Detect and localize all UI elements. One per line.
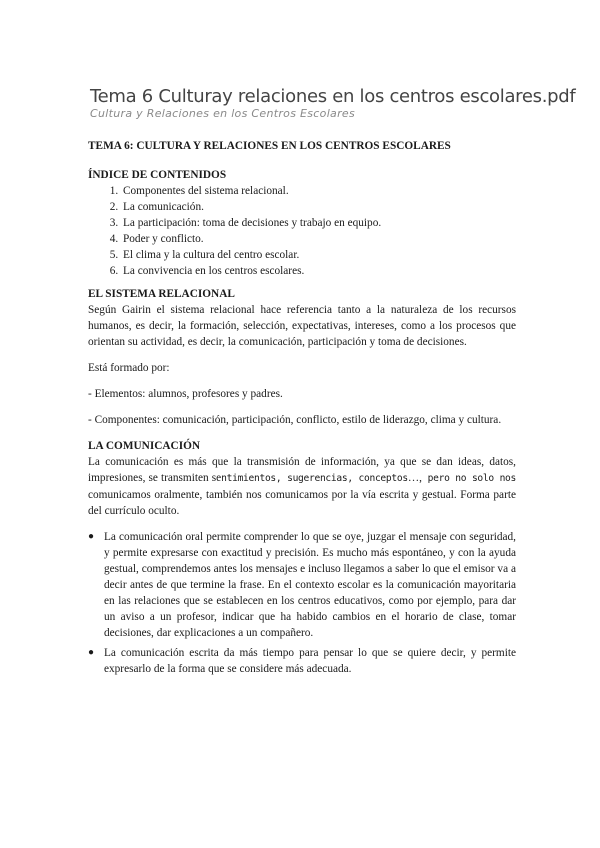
toc-item: 3. La participación: toma de decisiones y trabajo en equipo. [121,215,516,231]
bullet-text: La comunicación oral permite comprender lo que se oye, juzgar el mensaje con seguridad, y permite expresarse con exactitud y precisión. Es mucho más espontáneo, y con la ayuda gestual, comprendemos antes los mensajes e incluso llegamos a saber lo que el emisor va a decir antes de que termine la frase. En el contexto escolar es la comunicación mayoritaria en las relaciones que se establecen en los centros educativos, como por ejemplo, para dar un aviso a un profesor, indicar que ha habido cambios en el horario de clase, tomar decisiones, dar explicaciones a un compañero. [104,531,516,639]
relational-paragraph: Según Gairin el sistema relacional hace referencia tanto a la naturaleza de los recursos humanos, es decir, la formación, selección, expectativas, intereses, como a los procesos que orientan su actividad, es decir, la comunicación, participación y toma de decisiones. [88,304,516,348]
toc-item: 2. La comunicación. [121,199,516,215]
toc-item: 6. La convivencia en los centros escolares. [121,263,516,279]
toc-heading: ÍNDICE DE CONTENIDOS [88,169,227,181]
toc-list [88,183,516,279]
document-title: Tema 6 Culturay relaciones en los centros escolares.pdf [90,86,576,107]
communication-bullets [88,529,516,677]
intro-handwritten-1: ntimientos, sugerencias, conceptos [221,473,408,484]
bullet-dot-icon: ● [88,531,95,542]
intro-handwritten-2: pero no solo nos [421,473,517,484]
toc-item: 4. Poder y conflicto. [121,231,516,247]
components-line: - Componentes: comunicación, participación, conflicto, estilo de liderazgo, clima y cultura. [88,414,502,426]
bullet-oral [88,529,516,641]
bullet-dot-icon: ● [88,647,95,658]
section-heading-communication: LA COMUNICACIÓN [88,440,201,452]
formed-by-text: Está formado por: [88,362,170,374]
toc-item: 1. Componentes del sistema relacional. [121,183,516,199]
elements-line: - Elementos: alumnos, profesores y padres. [88,388,283,400]
intro-text-1: La comunicación es más que la transmisión de información, ya que se dan ideas, datos, impresiones, se transmiten se [88,456,516,484]
document-body [88,138,516,681]
intro-text-3: comunicamos oralmente, también nos comunicamos por la vía escrita y gestual. Forma parte del currículo oculto. [88,489,516,517]
main-heading: TEMA 6: CULTURA Y RELACIONES EN LOS CENTROS ESCOLARES [88,140,451,152]
section-heading-relational: EL SISTEMA RELACIONAL [88,288,235,300]
intro-text-2: …, [407,472,422,484]
bullet-written [88,645,516,677]
document-subtitle: Cultura y Relaciones en los Centros Escolares [90,107,356,120]
toc-item: 5. El clima y la cultura del centro escolar. [121,247,516,263]
bullet-text: La comunicación escrita da más tiempo para pensar lo que se quiere decir, y permite expresarlo de la forma que se considere más adecuada. [104,647,516,675]
communication-intro [88,454,516,519]
